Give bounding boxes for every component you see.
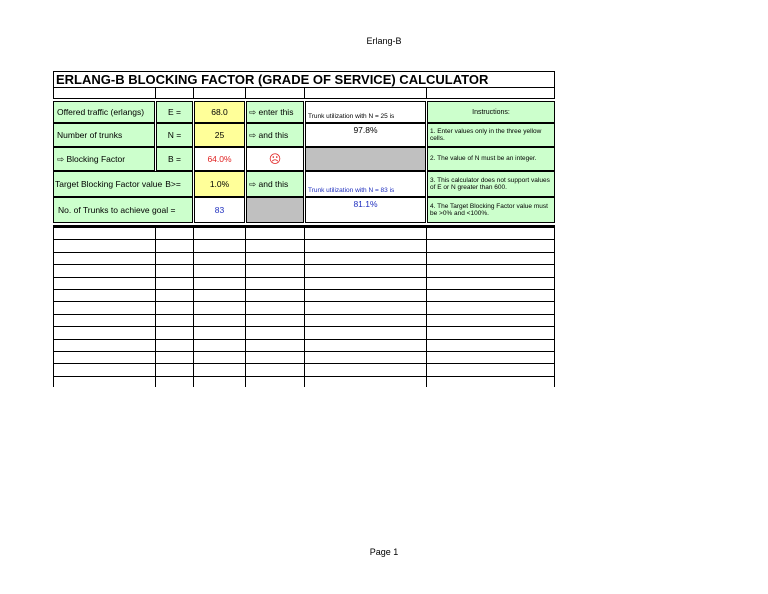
target-blocking-symbol: B>= [165, 179, 181, 189]
grid-col-line [245, 227, 246, 387]
offered-traffic-symbol: E = [156, 101, 193, 123]
col-divider [554, 88, 555, 98]
trunks-hint: ⇨ and this [246, 123, 304, 147]
target-blocking-hint: ⇨ and this [246, 171, 304, 197]
grid-col-line [53, 227, 54, 387]
grid-col-line [554, 227, 555, 387]
trunks-symbol: N = [156, 123, 193, 147]
utilization-value-current: 97.8% [305, 123, 426, 147]
utilization-value-goal: 81.1% [305, 197, 426, 223]
col-divider [426, 88, 427, 98]
col-divider [155, 88, 156, 98]
grid-col-line [193, 227, 194, 387]
gray-spacer-cell [305, 147, 426, 171]
page-header: Erlang-B [366, 36, 402, 46]
offered-traffic-input[interactable]: 68.0 [194, 101, 245, 123]
col-divider [304, 88, 305, 98]
target-blocking-label-text: Target Blocking Factor value [55, 179, 163, 189]
instruction-2: 2. The value of N must be an integer. [427, 147, 555, 171]
col-divider [193, 88, 194, 98]
trunks-goal-label: No. of Trunks to achieve goal = [53, 197, 193, 223]
blocking-factor-value: 64.0% [194, 147, 245, 171]
sad-face-icon: ☹ [246, 147, 304, 171]
gray-spacer-cell [246, 197, 304, 223]
sheet-title: ERLANG-B BLOCKING FACTOR (GRADE OF SERVICE) CALCULATOR [53, 71, 555, 88]
grid-col-line [304, 227, 305, 387]
page-footer: Page 1 [369, 547, 399, 557]
instruction-3: 3. This calculator does not support values of E or N greater than 600. [427, 171, 555, 197]
erlang-sheet [53, 71, 555, 387]
offered-traffic-label: Offered traffic (erlangs) [53, 101, 155, 123]
instructions-heading: Instructions: [427, 101, 555, 123]
trunks-input[interactable]: 25 [194, 123, 245, 147]
blocking-factor-label: ⇨ Blocking Factor [53, 147, 155, 171]
row-divider [53, 98, 555, 99]
grid-col-line [155, 227, 156, 387]
blocking-factor-symbol: B = [156, 147, 193, 171]
offered-traffic-hint: ⇨ enter this [246, 101, 304, 123]
col-divider [53, 88, 54, 98]
trunks-goal-value: 83 [194, 197, 245, 223]
utilization-label-goal: Trunk utilization with N = 83 is [305, 171, 426, 197]
col-divider [245, 88, 246, 98]
grid-col-line [426, 227, 427, 387]
utilization-label-current: Trunk utilization with N = 25 is [305, 101, 426, 123]
instruction-4: 4. The Target Blocking Factor value must be >0% and <100%. [427, 197, 555, 223]
trunks-label: Number of trunks [53, 123, 155, 147]
target-blocking-input[interactable]: 1.0% [194, 171, 245, 197]
instruction-1: 1. Enter values only in the three yellow cells. [427, 123, 555, 147]
target-blocking-label [53, 171, 193, 197]
